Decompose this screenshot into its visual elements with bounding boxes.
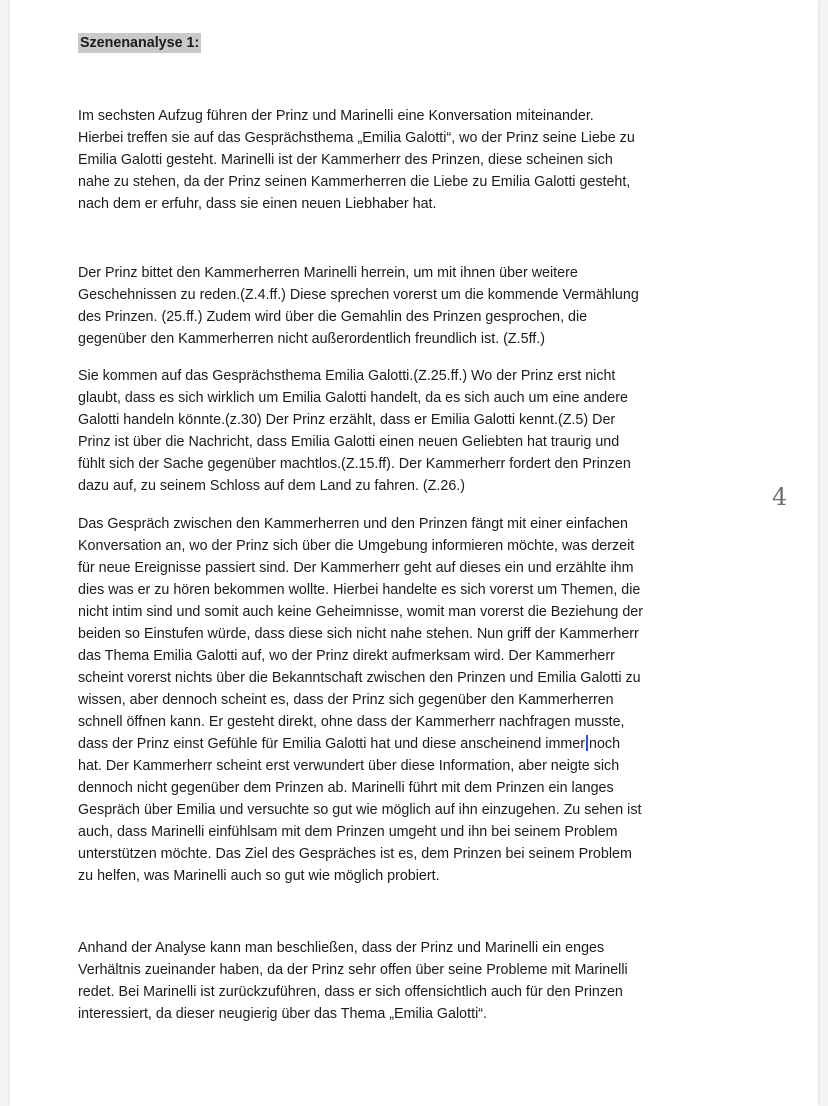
text-line: Im sechsten Aufzug führen der Prinz und Marinelli eine Konversation miteinander. (78, 108, 594, 124)
text-line: Verhältnis zueinander haben, da der Prinz sehr offen über seine Probleme mit Marinelli (78, 962, 628, 978)
text-line: für neue Ereignisse passiert sind. Der Kammerherr geht auf dieses ein und erzählte ihm (78, 560, 634, 576)
text-line: Galotti handeln könnte.(z.30) Der Prinz erzählt, dass er Emilia Galotti kennt.(Z.5) Der (78, 412, 616, 428)
paragraph-content-summary (78, 262, 768, 350)
text-line: wissen, aber dennoch scheint es, dass der Prinz sich gegenüber den Kammerherren (78, 692, 614, 708)
text-line: dazu auf, zu seinem Schloss auf dem Land zu fahren. (Z.26.) (78, 478, 466, 494)
text-after-cursor: noch (589, 736, 621, 752)
text-line: Geschehnissen zu reden.(Z.4.ff.) Diese sprechen vorerst um die kommende Vermählung (78, 287, 639, 303)
text-line: unterstützen möchte. Das Ziel des Gespräches ist es, dem Prinzen bei seinem Problem (78, 846, 632, 862)
text-line: Konversation an, wo der Prinz sich über die Umgebung informieren möchte, was derzeit (78, 538, 635, 554)
text-line: auch, dass Marinelli einfühlsam mit dem Prinzen umgeht und ihn bei seinem Problem (78, 824, 618, 840)
text-line: scheint vorerst nichts über die Bekanntschaft zwischen den Prinzen und Emilia Galotti zu (78, 670, 641, 686)
text-cursor (586, 735, 588, 751)
text-line: Der Prinz bittet den Kammerherren Marinelli herrein, um mit ihnen über weitere (78, 265, 578, 281)
paragraph-conversation-analysis (78, 513, 768, 887)
text-line: schnell öffnen kann. Er gesteht direkt, ohne dass der Kammerherr nachfragen musste, (78, 714, 625, 730)
document-title: Szenenanalyse 1: (80, 35, 200, 51)
text-line: nach dem er erfuhr, dass sie einen neuen Liebhaber hat. (78, 196, 437, 212)
text-before-cursor: dass der Prinz einst Gefühle für Emilia Galotti hat und diese anscheinend immer (78, 736, 586, 752)
page-number: 4 (772, 483, 788, 511)
text-line: dies was er zu hören bekommen wollte. Hierbei handelte es sich vorerst um Themen, die (78, 582, 641, 598)
text-line: zu helfen, was Marinelli auch so gut wie möglich probiert. (78, 868, 440, 884)
text-line: beiden so Einstufen würde, dass diese sich nicht nahe stehen. Nun griff der Kammerherr (78, 626, 639, 642)
paragraph-topic-emilia (78, 365, 768, 497)
text-line: interessiert, da dieser neugierig über das Thema „Emilia Galotti“. (78, 1006, 487, 1022)
text-line: glaubt, dass es sich wirklich um Emilia Galotti handelt, da es sich auch um eine andere (78, 390, 628, 406)
text-line: Gespräch über Emilia und versuchte so gut wie möglich auf ihn einzugehen. Zu sehen ist (78, 802, 642, 818)
text-line: Anhand der Analyse kann man beschließen, dass der Prinz und Marinelli ein enges (78, 940, 605, 956)
text-line: Sie kommen auf das Gesprächsthema Emilia Galotti.(Z.25.ff.) Wo der Prinz erst nicht (78, 368, 616, 384)
text-line: redet. Bei Marinelli ist zurückzuführen, dass er sich offensichtlich auch für den Prinzen (78, 984, 623, 1000)
text-line: gegenüber den Kammerherren nicht außerordentlich freundlich ist. (Z.5ff.) (78, 331, 546, 347)
text-line: nicht intim sind und somit auch keine Geheimnisse, womit man vorerst die Beziehung der (78, 604, 643, 620)
text-line: Das Gespräch zwischen den Kammerherren und den Prinzen fängt mit einer einfachen (78, 516, 628, 532)
text-line: Emilia Galotti gesteht. Marinelli ist der Kammerherr des Prinzen, diese scheinen sich (78, 152, 613, 168)
text-line: Hierbei treffen sie auf das Gesprächsthema „Emilia Galotti“, wo der Prinz seine Liebe zu (78, 130, 635, 146)
text-line: fühlt sich der Sache gegenüber machtlos.(Z.15.ff). Der Kammerherr fordert den Prinzen (78, 456, 631, 472)
text-line: dennoch nicht gegenüber dem Prinzen ab. Marinelli führt mit dem Prinzen ein langes (78, 780, 614, 796)
text-line: das Thema Emilia Galotti auf, wo der Prinz direkt aufmerksam wird. Der Kammerherr (78, 648, 615, 664)
text-line: des Prinzen. (25.ff.) Zudem wird über die Gemahlin des Prinzen gesprochen, die (78, 309, 588, 325)
document-page (10, 0, 818, 1106)
text-line: Prinz ist über die Nachricht, dass Emilia Galotti einen neuen Geliebten hat traurig und (78, 434, 620, 450)
text-line: nahe zu stehen, da der Prinz seinen Kammerherren die Liebe zu Emilia Galotti gesteht, (78, 174, 631, 190)
paragraph-conclusion (78, 937, 768, 1025)
text-line-with-cursor (78, 733, 768, 755)
paragraph-introduction (78, 105, 768, 215)
text-line: hat. Der Kammerherr scheint erst verwundert über diese Information, aber neigte sich (78, 758, 620, 774)
